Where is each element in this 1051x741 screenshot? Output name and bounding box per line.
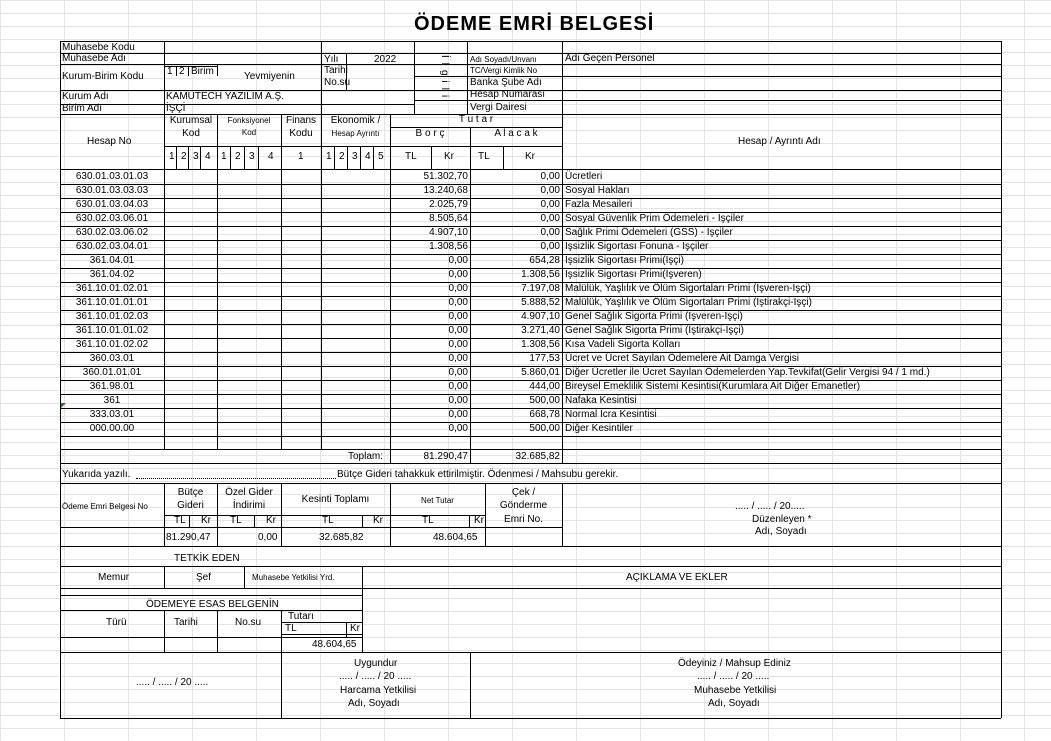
tutari-tl: TL — [285, 623, 297, 634]
kesinti-kr: Kr — [373, 515, 383, 526]
alacak-header: A l a c a k — [494, 128, 538, 139]
ekonomik-num: 3 — [352, 151, 358, 162]
row-alacak: 1.308,56 — [521, 269, 560, 280]
row-hesap-adi: Diğer Kesintiler — [565, 423, 633, 434]
row-hesap-no: 630.01.03.04.03 — [75, 199, 149, 210]
net-kr: Kr — [474, 515, 484, 526]
ozel-value: 0,00 — [258, 532, 278, 543]
tutari-label: Tutarı — [288, 611, 314, 622]
tarihi-label: Tarihi — [324, 65, 348, 76]
row-borc: 4.907,10 — [429, 227, 468, 238]
gonderme-label: Gönderme — [499, 500, 548, 511]
row-hesap-adi: Kısa Vadeli Sigorta Kolları — [565, 339, 681, 350]
toplam-label: Toplam: — [348, 451, 384, 462]
row-borc: 0,00 — [448, 353, 468, 364]
odemeye-esas-value: 48.604,65 — [312, 639, 357, 650]
ekonomik-num: 5 — [378, 151, 384, 162]
borc-tl-header: TL — [405, 151, 417, 162]
tarihi-label: Tarihi — [174, 617, 198, 628]
kurum-birim-kodu-label: Kurum-Birim Kodu — [62, 71, 144, 82]
muhasebe-adi-label: Muhasebe Adı — [62, 53, 126, 64]
sef-label: Şef — [196, 572, 212, 583]
row-alacak: 0,00 — [540, 213, 560, 224]
uygundur-label: Uygundur — [354, 658, 398, 669]
row-divider — [60, 184, 1001, 185]
row-hesap-no: 361.10.01.02.01 — [75, 283, 149, 294]
aciklama-label: AÇIKLAMA VE EKLER — [626, 572, 728, 583]
row-hesap-no: 630.01.03.01.03 — [75, 171, 149, 182]
alacak-kr-header: Kr — [525, 151, 535, 162]
kurum-birim-code-1: 1 — [167, 66, 173, 77]
turu-label: Türü — [106, 617, 127, 628]
row-hesap-no: 630.02.03.04.01 — [75, 241, 149, 252]
row-borc: 13.240,68 — [423, 185, 468, 196]
memur-label: Memur — [98, 572, 130, 583]
ekonomik-num: 2 — [339, 151, 345, 162]
row-hesap-adi: İşsizlik Sigortası Fonuna - İşçiler — [565, 241, 709, 252]
cell-error-marker-icon — [61, 403, 66, 408]
row-hesap-adi: Sosyal Hakları — [565, 185, 630, 196]
vergi-dairesi-label: Vergi Dairesi — [470, 102, 527, 113]
row-borc: 2.025,79 — [429, 199, 468, 210]
tetkik-eden-title: TETKİK EDEN — [174, 553, 240, 564]
row-hesap-no: 360.03.01 — [89, 353, 135, 364]
row-hesap-adi: Normal İcra Kesintisi — [565, 409, 657, 420]
butce-value: 81.290,47 — [166, 532, 211, 543]
row-alacak: 0,00 — [540, 227, 560, 238]
footer-date-right: ..... / ..... / 20 ..... — [697, 671, 770, 682]
ekonomik-num: 1 — [326, 151, 332, 162]
row-borc: 51.302,70 — [423, 171, 468, 182]
row-hesap-adi: Sosyal Güvenlik Prim Ödemeleri - İşçiler — [565, 213, 744, 224]
muhasebe-yetkilisi-yrd-label: Muhasebe Yetkilisi Yrd. — [252, 573, 335, 582]
row-alacak: 668,78 — [529, 409, 560, 420]
row-borc: 0,00 — [448, 395, 468, 406]
no-su-label: No.su — [235, 617, 262, 628]
row-hesap-adi: Sağlık Primi Ödemeleri (GSS) - İşçiler — [565, 227, 733, 238]
row-divider — [60, 226, 1001, 227]
finans-header: Finans — [285, 115, 316, 126]
net-value: 48.604,65 — [433, 532, 478, 543]
row-borc: 0,00 — [448, 297, 468, 308]
row-hesap-adi: Fazla Mesaileri — [565, 199, 633, 210]
page-title: ÖDEME EMRİ BELGESİ — [414, 13, 655, 35]
banka-sube-label: Banka Şube Adı — [470, 77, 542, 88]
adi-soyadi-mid: Adı, Soyadı — [348, 698, 400, 709]
row-hesap-adi: Bireysel Emeklilik Sistemi Kesintisi(Kurumlara Ait Diğer Emanetler) — [565, 381, 861, 392]
no-su-label: No.su — [324, 77, 351, 88]
row-borc: 0,00 — [448, 325, 468, 336]
kesinti-value: 32.685,82 — [319, 532, 364, 543]
row-borc: 0,00 — [448, 339, 468, 350]
row-alacak: 4.907,10 — [521, 311, 560, 322]
row-borc: 0,00 — [448, 423, 468, 434]
row-alacak: 0,00 — [540, 199, 560, 210]
gideri-label: Gideri — [177, 500, 204, 511]
row-hesap-no: 361 — [103, 395, 121, 406]
fonksiyonel-num: 1 — [221, 151, 227, 162]
row-hesap-adi: İşsizlik Sigortası Primi(İşçi) — [565, 255, 684, 266]
odeme-emri-no-label: Ödeme Emri Belgesi No — [62, 502, 148, 511]
row-alacak: 7.197,08 — [521, 283, 560, 294]
ozel-gider-label: Özel Gider — [225, 487, 273, 498]
kesinti-toplami-label: Kesinti Toplamı — [301, 494, 370, 505]
birim-adi-value: İŞÇİ — [166, 103, 186, 114]
tc-vergi-label: TC/Vergi Kimlik No — [470, 66, 538, 75]
adi-soyadi-unvani-label: Adı Soyadı/Unvanı — [470, 55, 537, 64]
net-tutar-label: Net Tutar — [421, 496, 454, 505]
kurumsal-kod-header: Kod — [182, 128, 200, 139]
row-hesap-adi: Nafaka Kesintisi — [565, 395, 637, 406]
kurumsal-num: 1 — [169, 151, 175, 162]
row-hesap-adi: Genel Sağlık Sigorta Primi (İştirakçi-İşçi) — [565, 325, 744, 336]
row-hesap-no: 630.02.03.06.02 — [75, 227, 149, 238]
row-hesap-no: 361.10.01.02.02 — [75, 339, 149, 350]
hesap-ayrinti-header: Hesap Ayrıntı — [331, 129, 380, 138]
row-alacak: 654,28 — [529, 255, 560, 266]
kurum-birim-birim: Birim — [191, 66, 214, 77]
row-borc: 0,00 — [448, 409, 468, 420]
kesinti-tl: TL — [322, 515, 334, 526]
toplam-borc: 81.290,47 — [423, 451, 468, 462]
emri-no-label: Emri No. — [504, 514, 543, 525]
kurumsal-header: Kurumsal — [169, 115, 213, 126]
row-hesap-no: 630.02.03.06.01 — [75, 213, 149, 224]
butce-label: Bütçe — [177, 487, 204, 498]
indirimi-label: İndirimi — [232, 500, 266, 511]
row-alacak: 0,00 — [540, 171, 560, 182]
row-alacak: 5.860,01 — [521, 367, 560, 378]
row-borc: 8.505,64 — [429, 213, 468, 224]
yevmiyenin-label: Yevmiyenin — [244, 71, 295, 82]
yili-label: Yılı — [324, 54, 339, 65]
row-hesap-no: 333.03.01 — [89, 409, 135, 420]
row-borc: 1.308,56 — [429, 241, 468, 252]
ozel-tl: TL — [230, 515, 242, 526]
row-hesap-no: 361.04.02 — [89, 269, 135, 280]
row-alacak: 177,53 — [529, 353, 560, 364]
adi-soyadi-right: Adı, Soyadı — [708, 698, 760, 709]
tutari-kr: Kr — [350, 623, 360, 634]
tutar-header: T u t a r — [458, 114, 494, 125]
row-divider — [60, 436, 1001, 437]
footer-date-left: ..... / ..... / 20 ..... — [136, 677, 209, 688]
ozel-kr: Kr — [266, 515, 276, 526]
duzenleyen-label: Düzenleyen * — [752, 514, 812, 525]
kurumsal-num: 4 — [205, 151, 211, 162]
row-hesap-no: 361.98.01 — [89, 381, 135, 392]
row-hesap-adi: Ücret ve Ücret Sayılan Ödemelere Ait Damga Vergisi — [565, 353, 799, 364]
hesap-numarasi-label: Hesap Numarası — [470, 89, 546, 100]
kurum-adi-value: KAMUTECH YAZILIM A.Ş. — [166, 91, 284, 102]
kurum-birim-code-2: 2 — [179, 66, 185, 77]
finans-kodu-header: Kodu — [289, 128, 313, 139]
kurumsal-num: 2 — [181, 151, 187, 162]
row-divider — [60, 198, 1001, 199]
row-borc: 0,00 — [448, 255, 468, 266]
row-divider — [60, 240, 1001, 241]
row-hesap-no: 361.10.01.01.02 — [75, 325, 149, 336]
fonksiyonel-kod-header: Kod — [241, 128, 257, 137]
row-borc: 0,00 — [448, 381, 468, 392]
row-hesap-adi: Ücretleri — [565, 171, 603, 182]
row-hesap-adi: Malülük, Yaşlılık ve Ölüm Sigortaları Primi (İştirakçi-İşçi) — [565, 297, 812, 308]
row-hesap-no: 361.04.01 — [89, 255, 135, 266]
row-hesap-no: 361.10.01.02.03 — [75, 311, 149, 322]
toplam-alacak: 32.685,82 — [515, 451, 560, 462]
row-borc: 0,00 — [448, 367, 468, 378]
row-divider — [60, 212, 1001, 213]
butce-kr: Kr — [201, 515, 211, 526]
row-borc: 0,00 — [448, 269, 468, 280]
ilgili-label: İlgili — [439, 55, 450, 103]
fonksiyonel-num: 4 — [268, 151, 274, 162]
row-hesap-adi: Diğer Ücretler ile Ücret Sayılan Ödemelerden Yap.Tevkifat(Gelir Vergisi 94 / 1 md.) — [565, 367, 930, 378]
yukarida-right: Bütçe Gideri tahakkuk ettirilmiştir. Ödenmesi / Mahsubu gerekir. — [337, 469, 619, 480]
row-borc: 0,00 — [448, 311, 468, 322]
row-alacak: 0,00 — [540, 185, 560, 196]
row-alacak: 444,00 — [529, 381, 560, 392]
kurumsal-num: 3 — [193, 151, 199, 162]
footer-date-mid: ..... / ..... / 20 ..... — [339, 671, 412, 682]
odeyiniz-label: Ödeyiniz / Mahsup Ediniz — [678, 658, 791, 669]
birim-adi-label: Birim Adı — [62, 103, 103, 114]
fonksiyonel-header: Fonksiyonel — [227, 116, 271, 125]
summary-date: ..... / ..... / 20..... — [735, 501, 805, 512]
muhasebe-yetkilisi-label: Muhasebe Yetkilisi — [694, 685, 777, 696]
ekonomik-header: Ekonomik / — [330, 115, 381, 126]
row-alacak: 1.308,56 — [521, 339, 560, 350]
alacak-tl-header: TL — [478, 151, 490, 162]
kurum-adi-label: Kurum Adı — [62, 91, 109, 102]
fonksiyonel-num: 3 — [249, 151, 255, 162]
row-alacak: 0,00 — [540, 241, 560, 252]
row-alacak: 5.888,52 — [521, 297, 560, 308]
ekonomik-num: 4 — [365, 151, 371, 162]
row-alacak: 3.271,40 — [521, 325, 560, 336]
borc-header: B o r ç — [415, 128, 445, 139]
fonksiyonel-num: 2 — [235, 151, 241, 162]
yukarida-left: Yukarıda yazılı. — [62, 469, 131, 480]
borc-kr-header: Kr — [444, 151, 454, 162]
harcama-yetkilisi-label: Harcama Yetkilisi — [340, 685, 417, 696]
row-borc: 0,00 — [448, 283, 468, 294]
odemeye-esas-title: ÖDEMEYE ESAS BELGENİN — [146, 599, 279, 610]
yil-value: 2022 — [374, 54, 397, 65]
row-hesap-adi: İşsizlik Sigortası Primi(İşveren) — [565, 269, 702, 280]
row-hesap-no: 000.00.00 — [89, 423, 135, 434]
adi-soyadi-value: Adı Geçen Personel — [565, 53, 655, 64]
hesap-ayrinti-adi-header: Hesap / Ayrıntı Adı — [738, 136, 821, 147]
muhasebe-kodu-label: Muhasebe Kodu — [62, 42, 135, 53]
row-alacak: 500,00 — [529, 395, 560, 406]
row-hesap-no: 361.10.01.01.01 — [75, 297, 149, 308]
butce-tl: TL — [174, 515, 186, 526]
cek-label: Çek / — [511, 487, 536, 498]
row-hesap-no: 630.01.03.03.03 — [75, 185, 149, 196]
row-hesap-adi: Malülük, Yaşlılık ve Ölüm Sigortaları Primi (İşveren-İşçi) — [565, 283, 811, 294]
row-alacak: 500,00 — [529, 423, 560, 434]
summary-adi-soyadi: Adı, Soyadı — [755, 526, 807, 537]
net-tl: TL — [422, 515, 434, 526]
finans-num: 1 — [298, 151, 304, 162]
row-hesap-adi: Genel Sağlık Sigorta Primi (İşveren-İşçi) — [565, 311, 743, 322]
row-hesap-no: 360.01.01.01 — [82, 367, 142, 378]
hesap-no-header: Hesap No — [87, 136, 132, 147]
